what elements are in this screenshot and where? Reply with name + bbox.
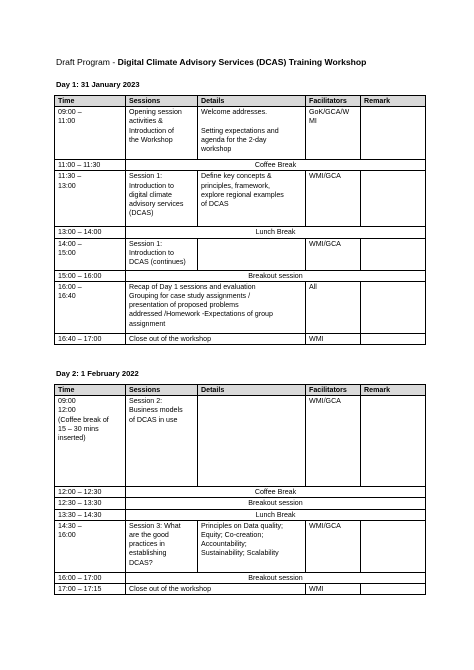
time-cell: 09:00 – 11:00 xyxy=(55,107,126,160)
break-cell: Breakout session xyxy=(126,498,426,509)
remark-cell xyxy=(361,333,426,344)
facilitators-cell: WMI/GCA xyxy=(306,520,361,572)
header-facilitators: Facilitators xyxy=(306,385,361,396)
sessions-cell: Session 2: Business models of DCAS in use xyxy=(126,396,198,487)
header-sessions: Sessions xyxy=(126,96,198,107)
header-details: Details xyxy=(198,385,306,396)
details-cell: Principles on Data quality; Equity; Co-creation; Accountability; Sustainability; Scalability xyxy=(198,520,306,572)
break-cell: Lunch Break xyxy=(126,509,426,520)
table-row xyxy=(55,498,426,509)
facilitators-cell: GoK/GCA/W MI xyxy=(306,107,361,160)
time-cell: 17:00 – 17:15 xyxy=(55,584,126,595)
break-cell: Lunch Break xyxy=(126,227,426,238)
break-cell: Breakout session xyxy=(126,270,426,281)
facilitators-cell: WMI/GCA xyxy=(306,396,361,487)
table-row xyxy=(55,160,426,171)
time-cell: 09:00 12:00 (Coffee break of 15 – 30 mins inserted) xyxy=(55,396,126,487)
remark-cell xyxy=(361,238,426,270)
table-row xyxy=(55,396,426,487)
header-remark: Remark xyxy=(361,96,426,107)
break-cell: Coffee Break xyxy=(126,487,426,498)
facilitators-cell: WMI xyxy=(306,584,361,595)
time-cell: 14:30 – 16:00 xyxy=(55,520,126,572)
title-prefix: Draft Program - xyxy=(56,57,118,67)
time-cell: 13:00 – 14:00 xyxy=(55,227,126,238)
facilitators-cell: All xyxy=(306,281,361,333)
facilitators-cell: WMI xyxy=(306,333,361,344)
break-cell: Breakout session xyxy=(126,572,426,583)
header-details: Details xyxy=(198,96,306,107)
remark-cell xyxy=(361,584,426,595)
time-cell: 15:00 – 16:00 xyxy=(55,270,126,281)
details-cell xyxy=(198,238,306,270)
remark-cell xyxy=(361,107,426,160)
sessions-cell: Session 1: Introduction to digital climate advisory services (DCAS) xyxy=(126,171,198,227)
sessions-cell: Session 3: What are the good practices in establishing DCAS? xyxy=(126,520,198,572)
time-cell: 16:00 – 16:40 xyxy=(55,281,126,333)
time-cell: 16:40 – 17:00 xyxy=(55,333,126,344)
time-cell: 11:00 – 11:30 xyxy=(55,160,126,171)
sessions-cell: Opening session activities & Introduction of the Workshop xyxy=(126,107,198,160)
header-facilitators: Facilitators xyxy=(306,96,361,107)
table-row xyxy=(55,270,426,281)
sessions-cell: Session 1: Introduction to DCAS (continues) xyxy=(126,238,198,270)
table-header-row xyxy=(55,96,426,107)
document-title xyxy=(56,57,366,67)
time-cell: 11:30 – 13:00 xyxy=(55,171,126,227)
details-cell: Define key concepts & principles, framework, explore regional examples of DCAS xyxy=(198,171,306,227)
details-cell: Recap of Day 1 sessions and evaluation Grouping for case study assignments / presentation of proposed problems addressed /Homework -Expectations of group assignment xyxy=(126,281,306,333)
break-cell: Coffee Break xyxy=(126,160,426,171)
day1-heading: Day 1: 31 January 2023 xyxy=(56,80,140,89)
table-row xyxy=(55,227,426,238)
day2-heading: Day 2: 1 February 2022 xyxy=(56,369,139,378)
table-row xyxy=(55,281,426,333)
table-row xyxy=(55,487,426,498)
table-header-row xyxy=(55,385,426,396)
time-cell: 14:00 – 15:00 xyxy=(55,238,126,270)
table-row xyxy=(55,333,426,344)
time-cell: 12:00 – 12:30 xyxy=(55,487,126,498)
facilitators-cell: WMI/GCA xyxy=(306,171,361,227)
header-remark: Remark xyxy=(361,385,426,396)
details-cell: Close out of the workshop xyxy=(126,584,306,595)
table-row xyxy=(55,584,426,595)
time-cell: 16:00 – 17:00 xyxy=(55,572,126,583)
table-row xyxy=(55,238,426,270)
time-cell: 12:30 – 13:30 xyxy=(55,498,126,509)
facilitators-cell: WMI/GCA xyxy=(306,238,361,270)
table-row xyxy=(55,509,426,520)
details-cell: Close out of the workshop xyxy=(126,333,306,344)
details-cell xyxy=(198,396,306,487)
time-cell: 13:30 – 14:30 xyxy=(55,509,126,520)
details-cell: Welcome addresses. Setting expectations and agenda for the 2-day workshop xyxy=(198,107,306,160)
title-main: Digital Climate Advisory Services (DCAS) Training Workshop xyxy=(117,57,367,67)
table-row xyxy=(55,572,426,583)
header-time: Time xyxy=(55,96,126,107)
table-row xyxy=(55,520,426,572)
table-row xyxy=(55,107,426,160)
remark-cell xyxy=(361,281,426,333)
remark-cell xyxy=(361,171,426,227)
table-row xyxy=(55,171,426,227)
day1-schedule-table xyxy=(54,95,426,345)
remark-cell xyxy=(361,520,426,572)
header-time: Time xyxy=(55,385,126,396)
remark-cell xyxy=(361,396,426,487)
header-sessions: Sessions xyxy=(126,385,198,396)
day2-schedule-table xyxy=(54,384,426,595)
